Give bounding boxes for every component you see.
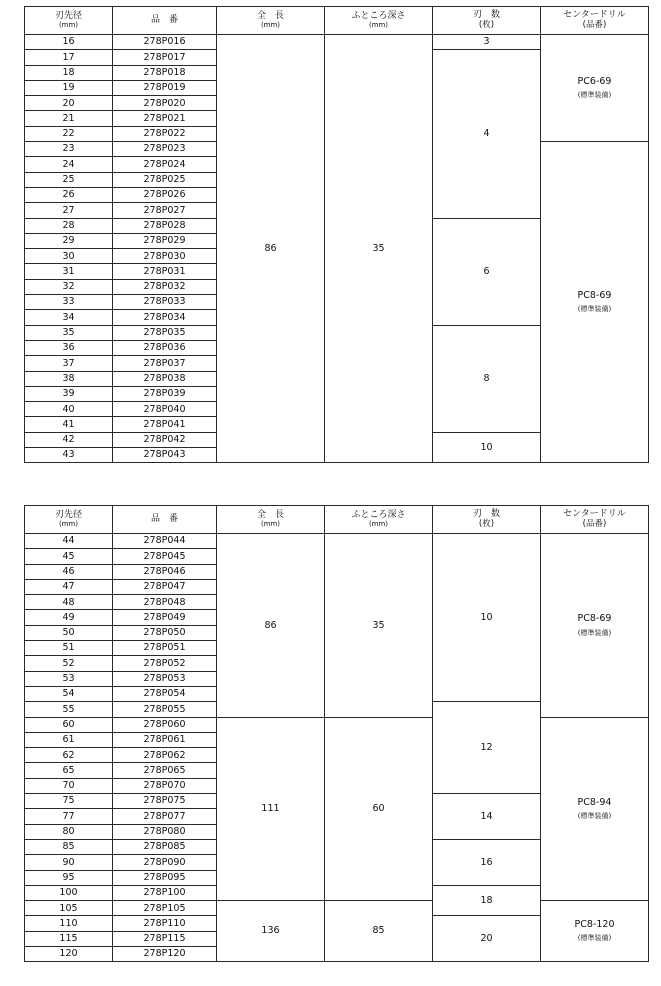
header-center-drill: センタードリル (品番) xyxy=(541,506,649,534)
teeth-cell: 14 xyxy=(433,794,541,840)
part-number-cell: 278P049 xyxy=(113,610,217,625)
diameter-cell: 51 xyxy=(25,641,113,656)
diameter-cell: 120 xyxy=(25,947,113,962)
diameter-cell: 42 xyxy=(25,432,113,447)
header-depth: ふところ深さ (mm) xyxy=(325,506,433,534)
diameter-cell: 54 xyxy=(25,686,113,701)
diameter-cell: 110 xyxy=(25,916,113,931)
table2-body xyxy=(25,534,649,962)
table1-body xyxy=(25,35,649,463)
total-length-cell: 86 xyxy=(217,534,325,718)
center-drill-cell: PC8-69 (標準装備) xyxy=(541,142,649,463)
part-number-cell: 278P050 xyxy=(113,625,217,640)
part-number-cell: 278P100 xyxy=(113,885,217,900)
diameter-cell: 19 xyxy=(25,80,113,95)
diameter-cell: 70 xyxy=(25,778,113,793)
diameter-cell: 30 xyxy=(25,249,113,264)
part-number-cell: 278P030 xyxy=(113,249,217,264)
diameter-cell: 16 xyxy=(25,35,113,50)
diameter-cell: 44 xyxy=(25,534,113,549)
center-drill-cell: PC8-69 (標準装備) xyxy=(541,534,649,718)
part-number-cell: 278P075 xyxy=(113,794,217,809)
total-length-cell: 111 xyxy=(217,717,325,901)
diameter-cell: 50 xyxy=(25,625,113,640)
part-number-cell: 278P039 xyxy=(113,386,217,401)
diameter-cell: 37 xyxy=(25,356,113,371)
depth-cell: 35 xyxy=(325,534,433,718)
diameter-cell: 85 xyxy=(25,839,113,854)
diameter-cell: 20 xyxy=(25,96,113,111)
part-number-cell: 278P045 xyxy=(113,549,217,564)
diameter-cell: 27 xyxy=(25,203,113,218)
diameter-cell: 31 xyxy=(25,264,113,279)
depth-cell: 85 xyxy=(325,901,433,962)
part-number-cell: 278P034 xyxy=(113,310,217,325)
diameter-cell: 48 xyxy=(25,595,113,610)
diameter-cell: 47 xyxy=(25,579,113,594)
diameter-cell: 32 xyxy=(25,279,113,294)
diameter-cell: 36 xyxy=(25,340,113,355)
diameter-cell: 105 xyxy=(25,901,113,916)
diameter-cell: 61 xyxy=(25,732,113,747)
diameter-cell: 95 xyxy=(25,870,113,885)
header-depth: ふところ深さ (mm) xyxy=(325,7,433,35)
part-number-cell: 278P025 xyxy=(113,172,217,187)
diameter-cell: 40 xyxy=(25,402,113,417)
part-number-cell: 278P060 xyxy=(113,717,217,732)
table-row xyxy=(25,901,649,916)
part-number-cell: 278P027 xyxy=(113,203,217,218)
part-number-cell: 278P110 xyxy=(113,916,217,931)
part-number-cell: 278P052 xyxy=(113,656,217,671)
diameter-cell: 115 xyxy=(25,931,113,946)
part-number-cell: 278P033 xyxy=(113,295,217,310)
diameter-cell: 52 xyxy=(25,656,113,671)
part-number-cell: 278P065 xyxy=(113,763,217,778)
diameter-cell: 65 xyxy=(25,763,113,778)
part-number-cell: 278P035 xyxy=(113,325,217,340)
diameter-cell: 60 xyxy=(25,717,113,732)
spec-table-2 xyxy=(24,505,649,962)
part-number-cell: 278P055 xyxy=(113,702,217,717)
part-number-cell: 278P037 xyxy=(113,356,217,371)
header-row xyxy=(25,506,649,534)
header-row xyxy=(25,7,649,35)
part-number-cell: 278P077 xyxy=(113,809,217,824)
part-number-cell: 278P048 xyxy=(113,595,217,610)
part-number-cell: 278P020 xyxy=(113,96,217,111)
diameter-cell: 62 xyxy=(25,748,113,763)
diameter-cell: 41 xyxy=(25,417,113,432)
diameter-cell: 33 xyxy=(25,295,113,310)
header-total-length: 全 長 (mm) xyxy=(217,7,325,35)
center-drill-cell: PC8-94 (標準装備) xyxy=(541,717,649,901)
total-length-cell: 86 xyxy=(217,35,325,463)
part-number-cell: 278P040 xyxy=(113,402,217,417)
part-number-cell: 278P024 xyxy=(113,157,217,172)
teeth-cell: 8 xyxy=(433,325,541,432)
header-center-drill: センタードリル (品番) xyxy=(541,7,649,35)
part-number-cell: 278P017 xyxy=(113,50,217,65)
part-number-cell: 278P070 xyxy=(113,778,217,793)
part-number-cell: 278P080 xyxy=(113,824,217,839)
center-drill-cell: PC8-120 (標準装備) xyxy=(541,901,649,962)
part-number-cell: 278P054 xyxy=(113,686,217,701)
diameter-cell: 18 xyxy=(25,65,113,80)
part-number-cell: 278P090 xyxy=(113,855,217,870)
part-number-cell: 278P061 xyxy=(113,732,217,747)
part-number-cell: 278P032 xyxy=(113,279,217,294)
part-number-cell: 278P016 xyxy=(113,35,217,50)
part-number-cell: 278P044 xyxy=(113,534,217,549)
part-number-cell: 278P105 xyxy=(113,901,217,916)
part-number-cell: 278P085 xyxy=(113,839,217,854)
part-number-cell: 278P115 xyxy=(113,931,217,946)
part-number-cell: 278P026 xyxy=(113,187,217,202)
part-number-cell: 278P041 xyxy=(113,417,217,432)
table-row xyxy=(25,717,649,732)
part-number-cell: 278P023 xyxy=(113,142,217,157)
diameter-cell: 23 xyxy=(25,142,113,157)
diameter-cell: 45 xyxy=(25,549,113,564)
diameter-cell: 75 xyxy=(25,794,113,809)
diameter-cell: 21 xyxy=(25,111,113,126)
part-number-cell: 278P095 xyxy=(113,870,217,885)
header-diameter: 刃先径 (mm) xyxy=(25,7,113,35)
spec-table-1 xyxy=(24,6,649,463)
diameter-cell: 77 xyxy=(25,809,113,824)
diameter-cell: 29 xyxy=(25,233,113,248)
part-number-cell: 278P047 xyxy=(113,579,217,594)
part-number-cell: 278P022 xyxy=(113,126,217,141)
teeth-cell: 6 xyxy=(433,218,541,325)
teeth-cell: 10 xyxy=(433,432,541,463)
part-number-cell: 278P038 xyxy=(113,371,217,386)
diameter-cell: 34 xyxy=(25,310,113,325)
part-number-cell: 278P046 xyxy=(113,564,217,579)
teeth-cell: 18 xyxy=(433,885,541,916)
header-part-number: 品 番 xyxy=(113,7,217,35)
depth-cell: 60 xyxy=(325,717,433,901)
diameter-cell: 22 xyxy=(25,126,113,141)
part-number-cell: 278P018 xyxy=(113,65,217,80)
diameter-cell: 28 xyxy=(25,218,113,233)
diameter-cell: 46 xyxy=(25,564,113,579)
depth-cell: 35 xyxy=(325,35,433,463)
diameter-cell: 43 xyxy=(25,448,113,463)
part-number-cell: 278P029 xyxy=(113,233,217,248)
part-number-cell: 278P021 xyxy=(113,111,217,126)
diameter-cell: 55 xyxy=(25,702,113,717)
diameter-cell: 80 xyxy=(25,824,113,839)
diameter-cell: 24 xyxy=(25,157,113,172)
part-number-cell: 278P043 xyxy=(113,448,217,463)
diameter-cell: 17 xyxy=(25,50,113,65)
part-number-cell: 278P031 xyxy=(113,264,217,279)
diameter-cell: 90 xyxy=(25,855,113,870)
header-teeth: 刃 数 (枚) xyxy=(433,506,541,534)
teeth-cell: 4 xyxy=(433,50,541,218)
diameter-cell: 38 xyxy=(25,371,113,386)
part-number-cell: 278P053 xyxy=(113,671,217,686)
part-number-cell: 278P019 xyxy=(113,80,217,95)
diameter-cell: 100 xyxy=(25,885,113,900)
part-number-cell: 278P036 xyxy=(113,340,217,355)
header-diameter: 刃先径 (mm) xyxy=(25,506,113,534)
center-drill-cell: PC6-69 (標準装備) xyxy=(541,35,649,142)
header-total-length: 全 長 (mm) xyxy=(217,506,325,534)
table-row xyxy=(25,35,649,50)
header-teeth: 刃 数 (枚) xyxy=(433,7,541,35)
table-row xyxy=(25,534,649,549)
part-number-cell: 278P028 xyxy=(113,218,217,233)
part-number-cell: 278P120 xyxy=(113,947,217,962)
teeth-cell: 20 xyxy=(433,916,541,962)
header-part-number: 品 番 xyxy=(113,506,217,534)
teeth-cell: 10 xyxy=(433,534,541,702)
diameter-cell: 53 xyxy=(25,671,113,686)
teeth-cell: 12 xyxy=(433,702,541,794)
teeth-cell: 3 xyxy=(433,35,541,50)
part-number-cell: 278P062 xyxy=(113,748,217,763)
diameter-cell: 49 xyxy=(25,610,113,625)
part-number-cell: 278P051 xyxy=(113,641,217,656)
part-number-cell: 278P042 xyxy=(113,432,217,447)
diameter-cell: 26 xyxy=(25,187,113,202)
total-length-cell: 136 xyxy=(217,901,325,962)
diameter-cell: 35 xyxy=(25,325,113,340)
diameter-cell: 39 xyxy=(25,386,113,401)
teeth-cell: 16 xyxy=(433,839,541,885)
diameter-cell: 25 xyxy=(25,172,113,187)
